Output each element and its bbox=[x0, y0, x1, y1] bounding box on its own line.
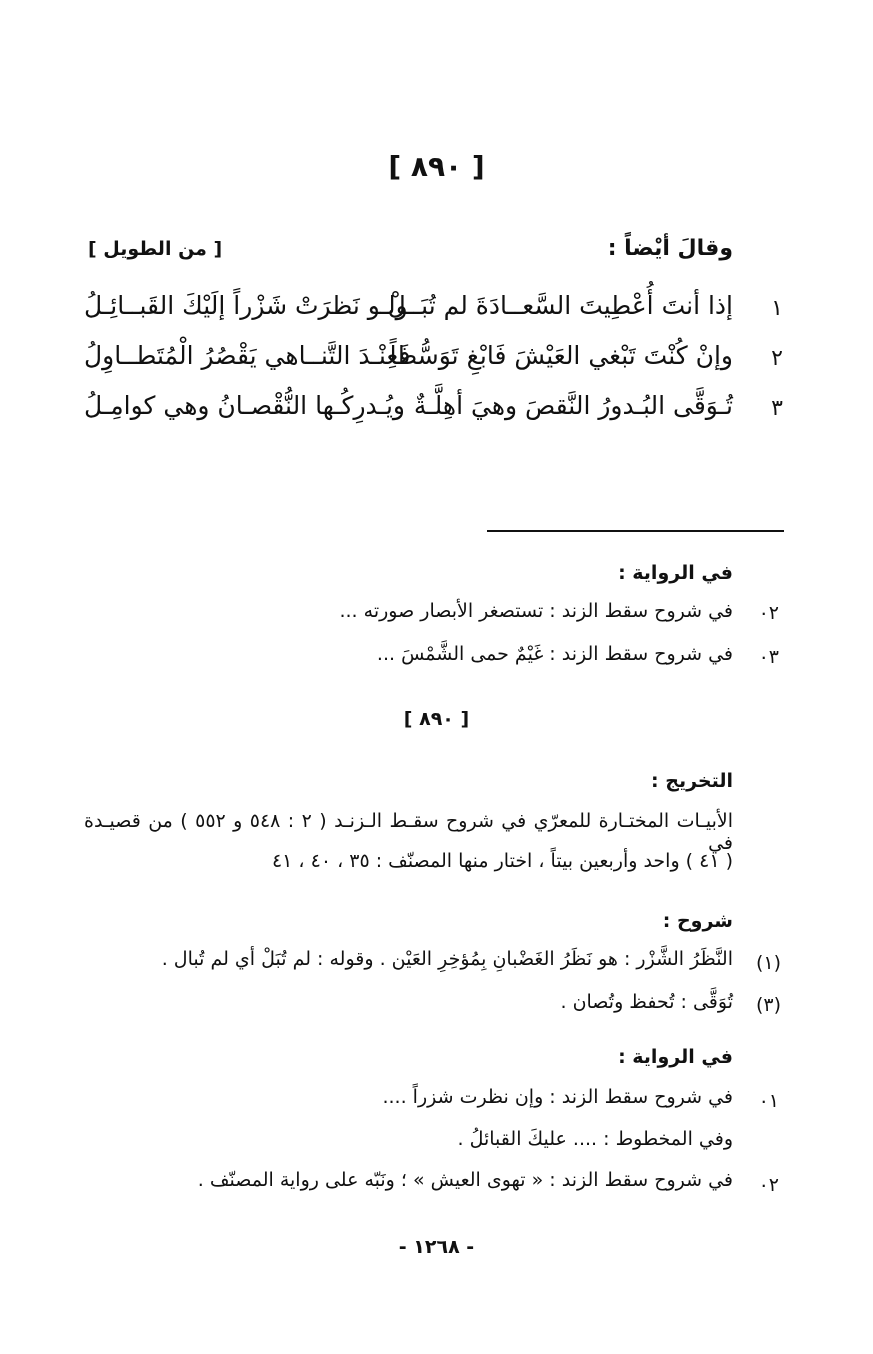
verse-first-hemistich: إذا أنتَ أُعْطِيتَ السَّعــادَةَ لم تُبَــلْ bbox=[387, 291, 733, 320]
note-text: تُوَقَّى : تُحفظ وتُصان . bbox=[560, 991, 733, 1013]
verse-first-hemistich: وإنْ كُنْتَ تَبْغي العَيْشَ فَابْغِ تَوَسُّطاً bbox=[389, 341, 733, 370]
note-number: ٠٢ bbox=[758, 602, 779, 624]
note-text: في شروح سقط الزند : وإن نظرت شزراً .... bbox=[382, 1086, 733, 1108]
footnote-divider bbox=[487, 530, 784, 532]
verse-second-hemistich: فَعِنْـدَ التَّنــاهي يَقْصُرُ الْمُتَطــاوِلُ bbox=[84, 341, 411, 370]
verse-second-hemistich: ويُـدرِكُـها النُّقْصـانُ وهي كوامِـلُ bbox=[84, 391, 405, 420]
note-text: في شروح سقط الزند : « تهوى العيش » ؛ ونَبّه على رواية المصنّف . bbox=[197, 1169, 733, 1191]
riwaya-heading: في الرواية : bbox=[618, 562, 733, 584]
poem-intro: وقالَ أيْضاً : bbox=[607, 236, 733, 261]
note-number: ٠٣ bbox=[758, 646, 779, 668]
verse-number: ١ bbox=[771, 296, 783, 321]
poem-meter: [ من الطويل ] bbox=[88, 238, 223, 260]
takhrij-heading: التخريج : bbox=[651, 770, 733, 792]
verse-number: ٣ bbox=[771, 396, 783, 421]
note-number: (٣) bbox=[755, 994, 781, 1016]
note-text: في شروح سقط الزند : غَيْمٌ حمى الشَّمْسَ ... bbox=[376, 643, 733, 665]
shuruh-heading: شروح : bbox=[662, 910, 733, 932]
poem-reference: [ ٨٩٠ ] bbox=[403, 708, 470, 730]
note-text: في شروح سقط الزند : تستصغر الأبصار صورته ... bbox=[339, 600, 733, 622]
takhrij-text-line: الأبيـات المختـارة للمعرّي في شروح سقـط الـزنـد ( ٢ : ٥٤٨ و ٥٥٢ ) من قصيـدة في bbox=[84, 810, 733, 854]
note-text: النَّظَرُ الشَّزْر : هو نَظَرُ الغَضْبانِ بِمُؤخِرِ العَيْن . وقوله : لم تُبَلْ أي لم تُبال . bbox=[161, 948, 733, 970]
verse-second-hemistich: ولـو نَظرَتْ شَزْراً إلَيْكَ القَبــائِـلُ bbox=[84, 291, 408, 320]
riwaya-heading: في الرواية : bbox=[618, 1046, 733, 1068]
note-number: (١) bbox=[755, 952, 781, 974]
note-number: ٠١ bbox=[758, 1090, 779, 1112]
note-text: وفي المخطوط : .... عليكَ القبائلُ . bbox=[457, 1128, 733, 1150]
page-number: - ١٢٦٨ - bbox=[398, 1236, 475, 1258]
verse-number: ٢ bbox=[771, 346, 783, 371]
takhrij-text-line: ( ٤١ ) واحد وأربعين بيتاً ، اختار منها المصنّف : ٣٥ ، ٤٠ ، ٤١ bbox=[271, 850, 733, 872]
verse-first-hemistich: تُـوَقَّى البُـدورُ النَّقصَ وهيَ أهِلَّـةٌ bbox=[413, 391, 733, 420]
poem-number-heading: [ ٨٩٠ ] bbox=[388, 150, 485, 183]
note-number: ٠٢ bbox=[758, 1174, 779, 1196]
